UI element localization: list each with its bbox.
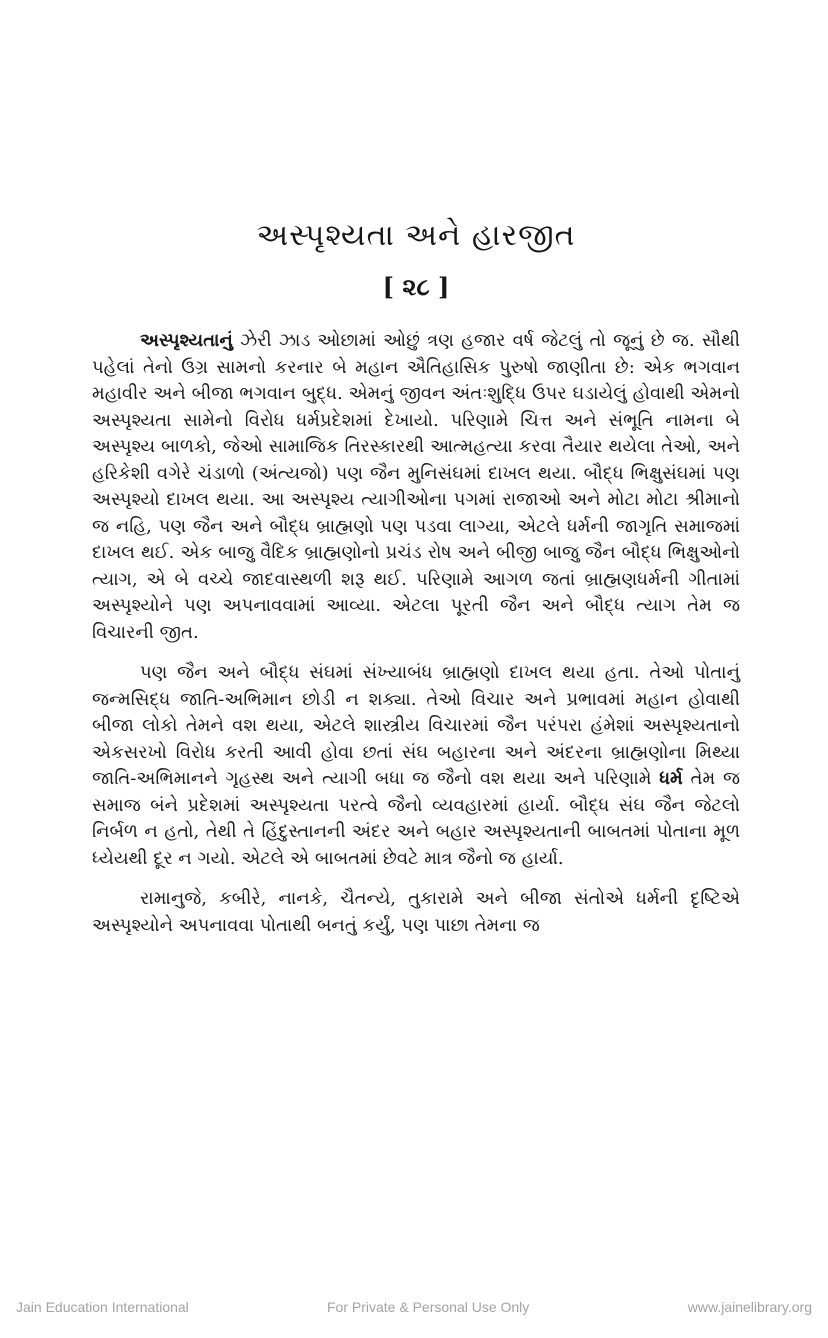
body-text: [92, 328, 740, 939]
paragraph-text: રામાનુજે, કબીરે, નાનકે, ચૈતન્યે, તુકારામે અને બીજા સંતોએ ધર્મની દૃષ્ટિએ અસ્પૃશ્યોને અપનાવવા પોતાથી બનતું કર્યું, પણ પાછા તેમના જ: [92, 888, 740, 936]
paragraph-text-continued: તેમ જ સમાજ બંને પ્રદેશમાં અસ્પૃશ્યતા પરત્વે જૈનો વ્યવહારમાં હાર્યા. બૌદ્ધ સંઘ જૈન જેટલો નિર્બળ ન હતો, તેથી તે હિંદુસ્તાનની અંદર અને બહાર અસ્પૃશ્યતાની બાબતમાં પોતાના મૂળ ધ્યેયથી દૂર ન ગયો. એટલે એ બાબતમાં છેવટે માત્ર જૈનો જ હાર્યા.: [92, 768, 740, 869]
chapter-number: [ ૨૮ ]: [382, 272, 450, 301]
footer-publisher: Jain Education International: [16, 1299, 189, 1315]
paragraph-lead-word: અસ્પૃશ્યતાનું: [140, 330, 233, 351]
paragraph-bold-word: ધર્મ: [659, 768, 683, 789]
paragraph-3: [92, 886, 740, 939]
footer-website: www.jainelibrary.org: [687, 1299, 812, 1315]
paragraph-text: ઝેરી ઝાડ ઓછામાં ઓછું ત્રણ હજાર વર્ષ જેટલું તો જૂનું છે જ. સૌથી પહેલાં તેનો ઉગ્ર સામનો કરનાર બે મહાન ઐતિહાસિક પુરુષો જાણીતા છે: એક ભગવાન મહાવીર અને બીજા ભગવાન બુદ્ધ. એમનું જીવન અંતઃશુદ્ધિ ઉપર ઘડાયેલું હોવાથી એમનો અસ્પૃશ્યતા સામેનો વિરોધ ધર્મપ્રદેશમાં દેખાયો. પરિણામે ચિત્ત અને સંભૂતિ નામના બે અસ્પૃશ્ય બાળકો, જેઓ સામાજિક તિરસ્કારથી આત્મહત્યા કરવા તૈયાર થયેલા તેઓ, અને હરિકેશી વગેરે ચંડાળો (અંત્યજો) પણ જૈન મુનિસંઘમાં દાખલ થયા. બૌદ્ધ ભિક્ષુસંઘમાં પણ અસ્પૃશ્યો દાખલ થયા. આ અસ્પૃશ્ય ત્યાગીઓના પગમાં રાજાઓ અને મોટા મોટા શ્રીમાનો જ નહિ, પણ જૈન અને બૌદ્ધ બ્રાહ્મણો પણ પડવા લાગ્યા, એટલે ધર્મની જાગૃતિ સમાજમાં દાખલ થઈ. એક બાજુ વૈદિક બ્રાહ્મણોનો પ્રચંડ રોષ અને બીજી બાજુ જૈન બૌદ્ધ ભિક્ષુઓનો ત્યાગ, એ બે વચ્ચે જાદવાસ્થળી શરૂ થઈ. પરિણામે આગળ જતાં બ્રાહ્મણધર્મની ગીતામાં અસ્પૃશ્યોને પણ અપનાવવામાં આવ્યા. એટલા પૂરતી જૈન અને બૌદ્ધ ત્યાગ તેમ જ વિચારની જીત.: [92, 330, 740, 643]
paragraph-2: [92, 660, 740, 872]
chapter-title: અસ્પૃશ્યતા અને હારજીત: [256, 218, 576, 253]
paragraph-1: [92, 328, 740, 646]
footer-usage-note: For Private & Personal Use Only: [327, 1299, 530, 1315]
paragraph-text: પણ જૈન અને બૌદ્ધ સંઘમાં સંખ્યાબંધ બ્રાહ્મણો દાખલ થયા હતા. તેઓ પોતાનું જન્મસિદ્ધ જાતિ-અભિમાન છોડી ન શક્યા. તેઓ વિચાર અને પ્રભાવમાં મહાન હોવાથી બીજા લોકો તેમને વશ થયા, એટલે શાસ્ત્રીય વિચારમાં જૈન પરંપરા હંમેશાં અસ્પૃશ્યતાનો એકસરખો વિરોધ કરતી આવી હોવા છતાં સંઘ બહારના અને અંદરના બ્રાહ્મણોના મિથ્યા જાતિ-અભિમાનને ગૃહસ્થ અને ત્યાગી બધા જ જૈનો વશ થયા અને પરિણામે: [92, 662, 740, 789]
page-footer: [0, 1299, 828, 1319]
